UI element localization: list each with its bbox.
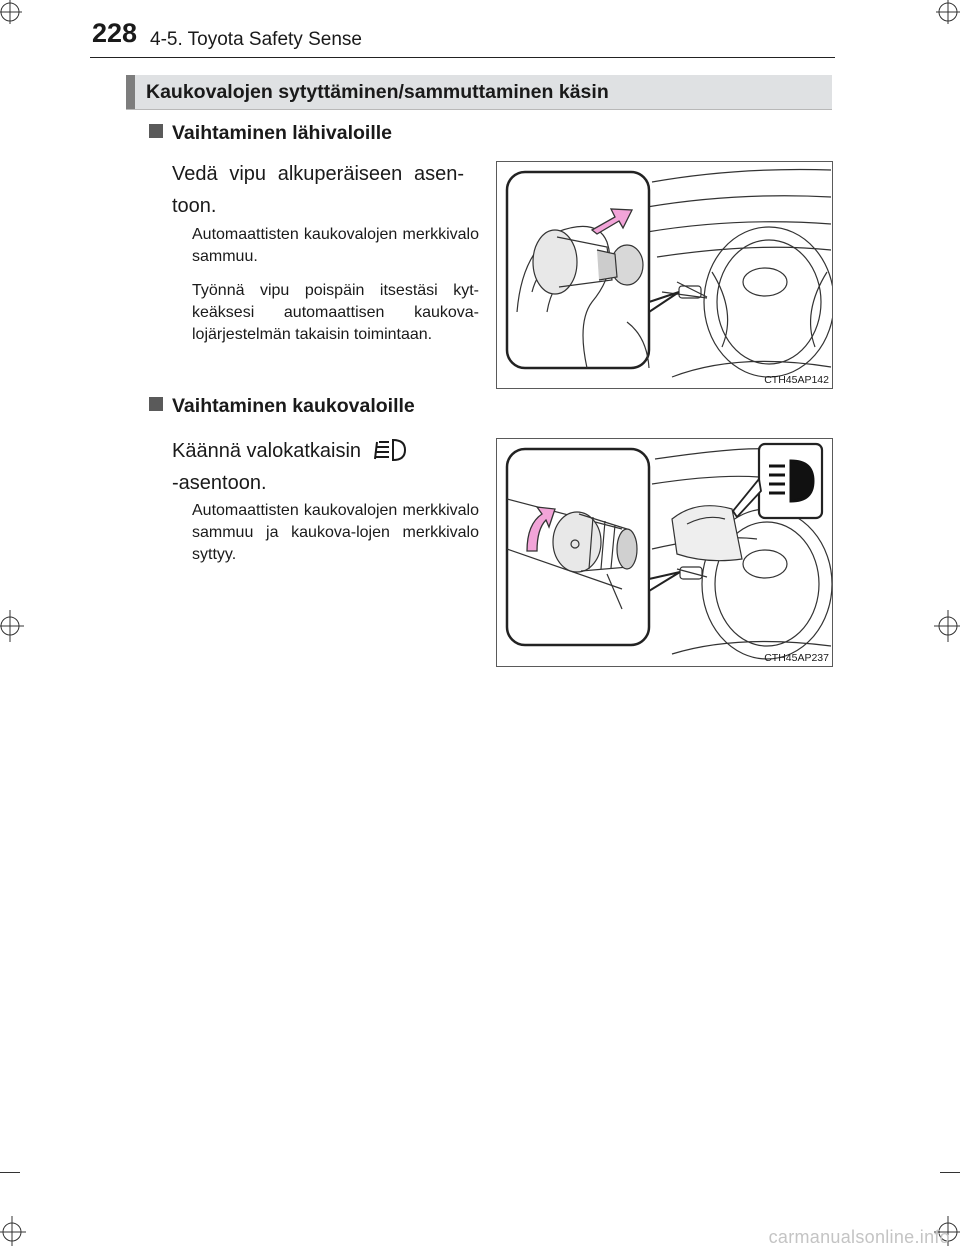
- low-beam-instruction: Vedä vipu alkuperäiseen asen-toon.: [172, 163, 464, 217]
- low-beam-illustration: [497, 162, 832, 388]
- chapter-title: 4-5. Toyota Safety Sense: [150, 29, 362, 50]
- crop-mark: [940, 1172, 960, 1173]
- high-beam-instruction-part-1: Käännä valokatkaisin: [172, 440, 362, 462]
- high-beam-heading: [149, 397, 415, 417]
- section-heading-bar: [126, 75, 832, 110]
- section-title: Kaukovalojen sytyttäminen/sammuttaminen käsin: [146, 81, 609, 103]
- high-beam-icon: [371, 437, 411, 463]
- high-beam-note-1: Automaattisten kaukovalojen merkkivalo sammuu ja kaukova-lojen merkkivalo syttyy.: [192, 502, 479, 563]
- low-beam-heading-text: Vaihtaminen lähivaloille: [172, 122, 392, 144]
- figure-high-beam-id: CTH45AP237: [764, 652, 829, 664]
- square-bullet-icon: [149, 397, 163, 411]
- registration-mark-icon: [0, 1206, 38, 1246]
- page-number: 228: [92, 18, 138, 48]
- footer-watermark[interactable]: carmanualsonline.info: [768, 1227, 950, 1247]
- header-divider: [90, 57, 835, 58]
- figure-low-beam: [496, 161, 833, 389]
- section-bar-accent: [126, 75, 135, 109]
- registration-mark-icon: [922, 606, 960, 646]
- figure-low-beam-id: CTH45AP142: [764, 374, 829, 386]
- registration-mark-icon: [0, 0, 38, 40]
- figure-high-beam: [496, 438, 833, 667]
- registration-mark-icon: [926, 0, 960, 40]
- low-beam-note-2: Työnnä vipu poispäin itsestäsi kyt-keäksesi automaattisen kaukova-lojärjestelmän takaisin toimintaan.: [192, 282, 479, 343]
- high-beam-heading-text: Vaihtaminen kaukovaloille: [172, 395, 415, 417]
- high-beam-instruction-part-2: -asentoon.: [172, 472, 267, 494]
- registration-mark-icon: [0, 606, 38, 646]
- crop-mark: [0, 1172, 20, 1173]
- low-beam-note-1: Automaattisten kaukovalojen merkkivalo sammuu.: [192, 226, 479, 265]
- low-beam-heading: [149, 124, 392, 144]
- high-beam-instruction: [172, 435, 472, 499]
- high-beam-illustration: [497, 439, 832, 666]
- square-bullet-icon: [149, 124, 163, 138]
